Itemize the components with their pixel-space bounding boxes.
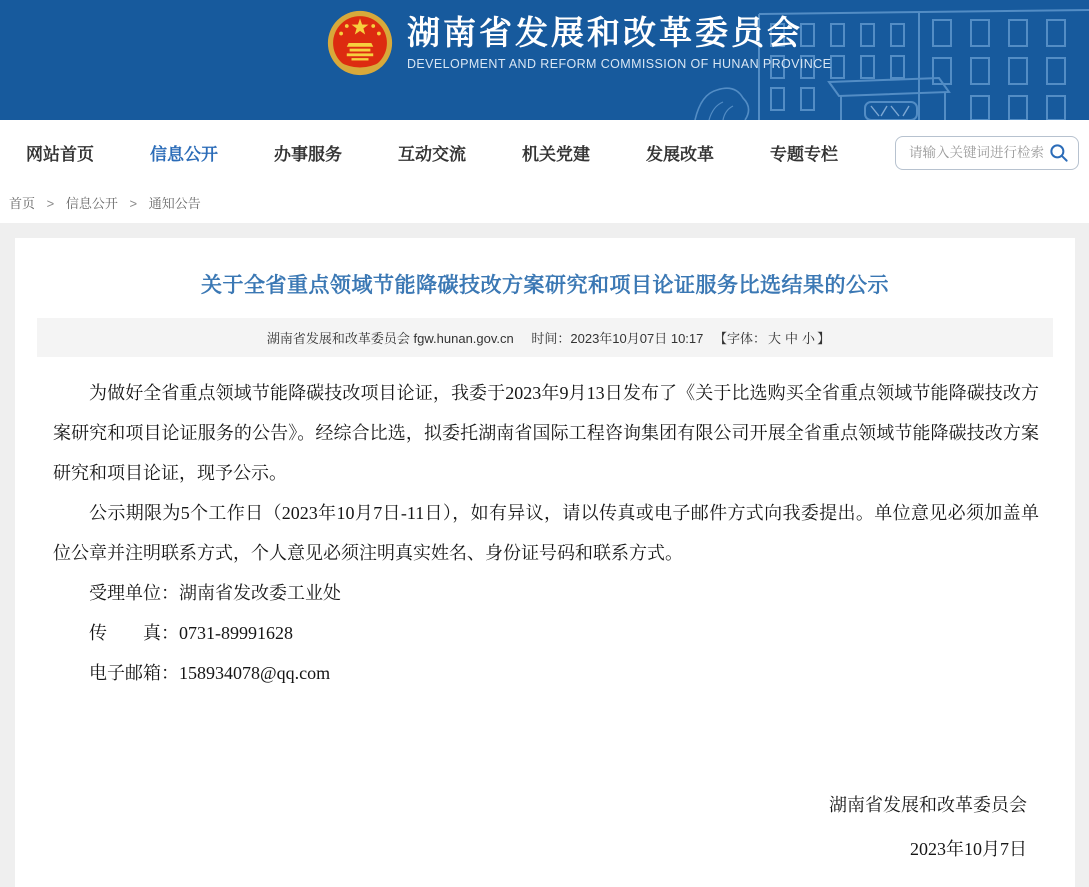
site-title: 湖南省发展和改革委员会 xyxy=(407,14,803,52)
nav-item-home[interactable]: 网站首页 xyxy=(26,145,94,164)
article-paragraph: 公示期限为5个工作日（2023年10月7日-11日），如有异议，请以传真或电子邮件方式向我委提出。单位意见必须加盖单位公章并注明联系方式，个人意见必须注明真实姓名、身份证号码和联系方式。 xyxy=(53,503,1039,563)
site-header xyxy=(0,0,1089,120)
contact-value: 湖南省发改委工业处 xyxy=(179,583,341,603)
signature-date: 2023年10月7日 xyxy=(910,839,1027,859)
contact-value: 158934078@qq.com xyxy=(179,663,331,683)
article-time: 时间：2023年10月07日 10:17 xyxy=(531,331,704,346)
site-subtitle: DEVELOPMENT AND REFORM COMMISSION OF HUNAN PROVINCE xyxy=(407,56,832,71)
font-size-medium-button[interactable]: 中 xyxy=(785,331,799,346)
site-title-block xyxy=(407,15,831,70)
search-icon[interactable] xyxy=(1049,143,1069,163)
contact-label: 传 真： xyxy=(89,623,179,643)
article-signature xyxy=(15,783,1027,871)
article-card xyxy=(15,238,1075,887)
main-nav xyxy=(0,120,1089,185)
signature-org: 湖南省发展和改革委员会 xyxy=(829,795,1027,815)
breadcrumb-info-disclosure[interactable]: 信息公开 xyxy=(65,196,118,211)
nav-item-party-building[interactable]: 机关党建 xyxy=(522,145,590,164)
font-size-large-button[interactable]: 大 xyxy=(768,331,782,346)
contact-label: 电子邮箱： xyxy=(89,663,179,683)
contact-line-unit xyxy=(53,573,1039,613)
breadcrumb-separator: > xyxy=(46,196,55,211)
nav-item-special-topics[interactable]: 专题专栏 xyxy=(770,145,838,164)
search-input[interactable] xyxy=(907,144,1049,161)
nav-item-services[interactable]: 办事服务 xyxy=(274,145,342,164)
contact-line-email xyxy=(53,653,1039,693)
contact-label: 受理单位： xyxy=(89,583,179,603)
search-box[interactable] xyxy=(895,136,1079,170)
site-brand xyxy=(326,9,831,77)
breadcrumb xyxy=(0,185,1089,223)
contact-value: 0731-89991628 xyxy=(179,623,293,643)
article-title: 关于全省重点领域节能降碳技改方案研究和项目论证服务比选结果的公示 xyxy=(201,274,889,297)
font-size-label-end: 】 xyxy=(817,331,831,346)
font-size-small-button[interactable]: 小 xyxy=(802,331,816,346)
font-size-label: 【字体： xyxy=(714,331,767,346)
article-meta-bar xyxy=(37,318,1053,357)
national-emblem-icon xyxy=(326,9,394,77)
nav-item-interaction[interactable]: 互动交流 xyxy=(398,145,466,164)
article-body xyxy=(53,373,1039,693)
breadcrumb-home[interactable]: 首页 xyxy=(9,196,36,211)
breadcrumb-separator: > xyxy=(129,196,138,211)
nav-item-development-reform[interactable]: 发展改革 xyxy=(646,145,714,164)
breadcrumb-current: 通知公告 xyxy=(148,196,201,211)
nav-item-info-disclosure[interactable]: 信息公开 xyxy=(150,145,218,164)
article-source: 湖南省发展和改革委员会 fgw.hunan.gov.cn xyxy=(266,331,514,346)
article-paragraph: 为做好全省重点领域节能降碳技改项目论证，我委于2023年9月13日发布了《关于比选购买全省重点领域节能降碳技改方案研究和项目论证服务的公告》。经综合比选，拟委托湖南省国际工程咨询集团有限公司开展全省重点领域节能降碳技改方案研究和项目论证，现予公示。 xyxy=(53,383,1039,483)
contact-line-fax xyxy=(53,613,1039,653)
